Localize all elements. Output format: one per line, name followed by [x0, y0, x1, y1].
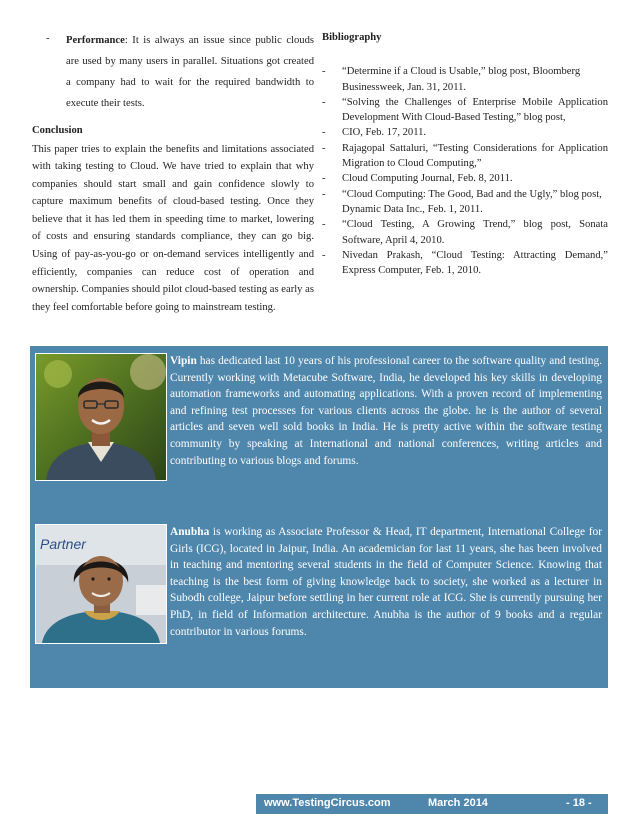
anubha-photo [35, 524, 167, 644]
conclusion-heading: Conclusion [32, 125, 83, 136]
anubha-bio [170, 524, 602, 640]
bib-dash: - [322, 188, 326, 200]
bibliography-item [322, 171, 608, 186]
vipin-portrait-image [36, 354, 166, 480]
conclusion-paragraph: This paper tries to explain the benefits and limitations associated with taking testing to Cloud. We have tried to explain that why companies should start small and gain confidence slowly to capture maximum benefits of cloud-based testing. Once they believe that it has led them in speeding time to market, lowering of costs and ensuring standards compliance, they can go big. Using of pay-as-you-go or on-demand services intelligently and efficiently, companies can reduce cost of operation and ownership. Companies should pilot cloud-based testing as early as they feel comfortable before going to mainstream testing. [32, 143, 314, 313]
bib-dash: - [322, 219, 326, 231]
bibliography-item [322, 125, 608, 140]
bibliography-item [322, 187, 608, 218]
anubha-bio-text: is working as Associate Professor & Head, IT department, International College for Girls (ICG), located in Jaipur, India. An academician for last 11 years, she has been involved in teaching and mentoring several students in the field of Computer Science. Knowing that teaching is the best form of giving knowledge back to society, she worked as a lecturer in Subodh college, Jaipur before settling in her current role at ICG. She is currently pursuing her PhD, in field of Information architecture. Anubha is the author of 9 books and a regular contributor in various forums. [170, 526, 602, 638]
footer-website-link[interactable]: www.TestingCircus.com [264, 797, 391, 809]
bib-text: “Solving the Challenges of Enterprise Mobile Application Development With Cloud-Based Testing,” blog post, [342, 96, 608, 124]
vipin-bio [170, 353, 602, 469]
author-bio-box [30, 346, 608, 688]
performance-text [66, 30, 314, 114]
bib-text: Cloud Computing Journal, Feb. 8, 2011. [342, 173, 513, 185]
bib-dash: - [322, 142, 326, 154]
bib-text: “Cloud Testing, A Growing Trend,” blog post, Sonata Software, April 4, 2010. [342, 219, 608, 246]
performance-description: : It is always an issue since public clouds are used by many users in parallel. Situations got created a company had to wait for the required bandwidth to execute their tests. [66, 35, 314, 109]
bibliography-item [322, 217, 608, 248]
left-column [32, 30, 314, 316]
vipin-bio-text: has dedicated last 10 years of his professional career to the software quality and testing. Currently working with Metacube Software, India, he developed his key skills in developing automation frameworks and automating applications. With a proven record of implementing and refining test processes for various clients across the globe. he is the author of several articles and seven well sold books in India. He is pretty active within the software testing community by speaking at International and national conferences, writing articles and contributing to various blogs and forums. [170, 355, 602, 467]
anubha-name: Anubha [170, 526, 210, 538]
bib-dash: - [322, 249, 326, 261]
bib-dash: - [322, 66, 326, 78]
bibliography-heading: Bibliography [322, 32, 382, 43]
bib-dash: - [322, 173, 326, 185]
bibliography-column [322, 30, 608, 278]
anubha-portrait-image [36, 525, 166, 643]
bib-dash: - [322, 96, 326, 108]
bib-text: “Cloud Computing: The Good, Bad and the Ugly,” blog post, Dynamic Data Inc., Feb. 1, 2011. [342, 188, 602, 215]
bibliography-item [322, 95, 608, 126]
performance-bullet [32, 30, 314, 114]
performance-term: Performance [66, 35, 125, 46]
bibliography-item [322, 248, 608, 279]
bib-dash: - [322, 127, 326, 139]
footer-date: March 2014 [428, 797, 488, 809]
bibliography-item [322, 141, 608, 172]
bib-text: “Determine if a Cloud is Usable,” blog post, Bloomberg Businessweek, Jan. 31, 2011. [342, 66, 581, 93]
bib-text: Rajagopal Sattaluri, “Testing Considerations for Application Migration to Cloud Computing,” [342, 142, 608, 170]
page-footer [256, 794, 608, 814]
bullet-dash: - [46, 33, 50, 44]
footer-page-number: - 18 - [566, 797, 592, 809]
photo-background-word: Partner [40, 536, 86, 552]
bib-text: CIO, Feb. 17, 2011. [342, 127, 427, 139]
vipin-photo [35, 353, 167, 481]
vipin-name: Vipin [170, 355, 197, 367]
bib-text: Nivedan Prakash, “Cloud Testing: Attracting Demand,” Express Computer, Feb. 1, 2010. [342, 249, 608, 277]
bibliography-item [322, 64, 608, 95]
